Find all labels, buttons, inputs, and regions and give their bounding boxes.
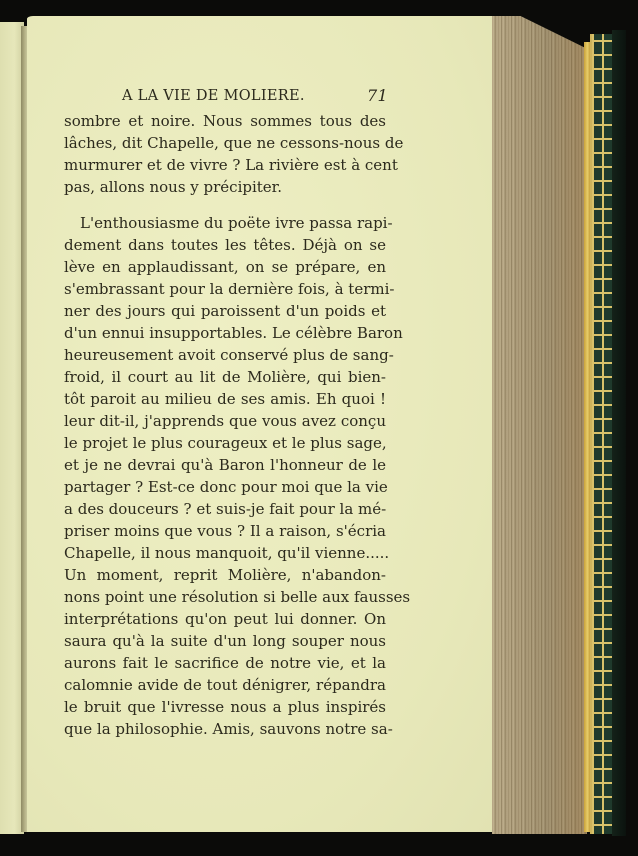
- text-line: s'embrassant pour la dernière fois, à termi-: [64, 280, 395, 298]
- running-head-title: A LA VIE DE MOLIERE.: [122, 88, 305, 104]
- page-number: 71: [367, 86, 388, 105]
- paragraph-1: [64, 110, 404, 198]
- text-line: et je ne devrai qu'à Baron l'honneur de le: [64, 456, 386, 474]
- text-line: leur dit-il, j'apprends que vous avez conçu: [64, 412, 386, 430]
- text-line: interprétations qu'on peut lui donner. On: [64, 610, 386, 628]
- text-line: Un moment, reprit Molière, n'abandon-: [64, 566, 386, 584]
- text-line: le bruit que l'ivresse nous a plus inspirés: [64, 698, 386, 716]
- text-line: froid, il court au lit de Molière, qui bien-: [64, 368, 386, 386]
- text-line: aurons fait le sacrifice de notre vie, et la: [64, 654, 386, 672]
- text-line: lâches, dit Chapelle, que ne cessons-nous de: [64, 134, 404, 152]
- text-line: Chapelle, il nous manquoit, qu'il vienne.....: [64, 544, 390, 562]
- text-line: ner des jours qui paroissent d'un poids et: [64, 302, 386, 320]
- text-line: murmurer et de vivre ? La rivière est à cent: [64, 156, 398, 174]
- text-line: L'enthousiasme du poëte ivre passa rapi-: [80, 214, 393, 232]
- text-line: d'un ennui insupportables. Le célèbre Baron: [64, 324, 403, 342]
- text-line: a des douceurs ? et suis-je fait pour la mé-: [64, 500, 387, 518]
- text-line: heureusement avoit conservé plus de sang-: [64, 346, 394, 364]
- text-line: calomnie avide de tout dénigrer, répandra: [64, 676, 386, 694]
- text-line: saura qu'à la suite d'un long souper nous: [64, 632, 386, 650]
- text-line: partager ? Est-ce donc pour moi que la vie: [64, 478, 388, 496]
- paragraph-2: [64, 212, 411, 740]
- text-line: tôt paroit au milieu de ses amis. Eh quoi !: [64, 390, 386, 408]
- page-text-block: [64, 86, 411, 740]
- text-line: priser moins que vous ? Il a raison, s'écria: [64, 522, 386, 540]
- page-fore-edges-shading: [492, 16, 587, 834]
- text-line: nons point une résolution si belle aux fausses: [64, 588, 411, 606]
- text-line: que la philosophie. Amis, sauvons notre sa-: [64, 720, 393, 738]
- text-line: le projet le plus courageux et le plus sage,: [64, 434, 387, 452]
- running-head: [64, 86, 386, 110]
- text-line: lève en applaudissant, on se prépare, en: [64, 258, 386, 276]
- text-line: dement dans toutes les têtes. Déjà on se: [64, 236, 386, 254]
- text-line: pas, allons nous y précipiter.: [64, 178, 282, 196]
- cover-outer-edge: [612, 30, 626, 836]
- text-line: sombre et noire. Nous sommes tous des: [64, 112, 386, 130]
